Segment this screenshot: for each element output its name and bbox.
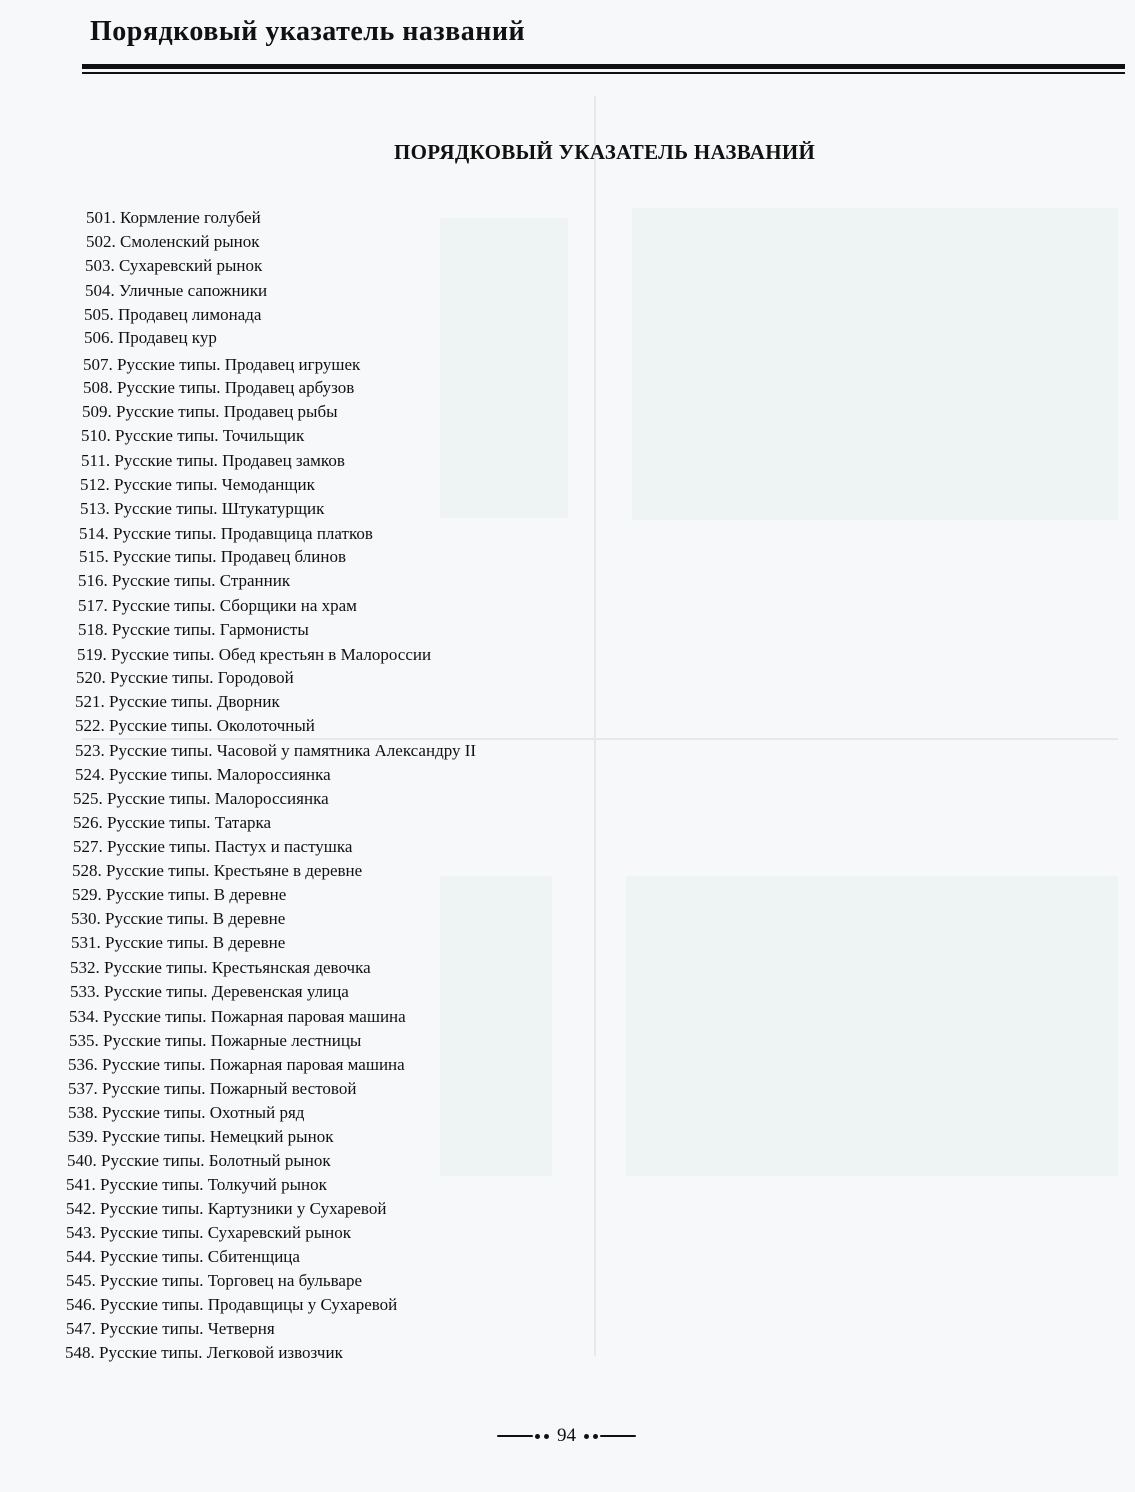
index-entry: 533. Русские типы. Деревенская улица (70, 982, 349, 1001)
index-entry: 547. Русские типы. Четверня (66, 1319, 275, 1338)
index-entry: 520. Русские типы. Городовой (76, 668, 294, 687)
index-entry: 531. Русские типы. В деревне (71, 933, 286, 952)
index-entry: 518. Русские типы. Гармонисты (78, 620, 309, 639)
index-entry: 511. Русские типы. Продавец замков (81, 451, 345, 470)
index-entry: 516. Русские типы. Странник (78, 571, 291, 590)
index-entry: 503. Сухаревский рынок (85, 256, 263, 275)
index-entry: 524. Русские типы. Малороссиянка (75, 765, 331, 784)
running-head: Порядковый указатель названий (90, 16, 526, 47)
index-entry: 548. Русские типы. Легковой извозчик (65, 1343, 343, 1362)
index-entry: 532. Русские типы. Крестьянская девочка (70, 958, 371, 977)
index-entry: 525. Русские типы. Малороссиянка (73, 789, 329, 808)
footer-ornament-right (600, 1435, 636, 1437)
index-entry: 513. Русские типы. Штукатурщик (80, 499, 325, 518)
footer-ornament-left (497, 1435, 533, 1437)
index-entry: 521. Русские типы. Дворник (75, 692, 280, 711)
bleed-through-image-2 (440, 218, 568, 518)
index-entry: 522. Русские типы. Околоточный (75, 716, 315, 735)
index-entry: 526. Русские типы. Татарка (73, 813, 272, 832)
index-entry: 536. Русские типы. Пожарная паровая машина (68, 1055, 405, 1074)
index-entry: 508. Русские типы. Продавец арбузов (83, 378, 355, 397)
index-entry: 506. Продавец кур (84, 328, 217, 347)
index-entry: 527. Русские типы. Пастух и пастушка (73, 837, 353, 856)
page-title: ПОРЯДКОВЫЙ УКАЗАТЕЛЬ НАЗВАНИЙ (394, 140, 816, 164)
bleed-through-rule (82, 738, 1118, 740)
footer-dot (584, 1434, 589, 1439)
page-number: 94 (557, 1425, 576, 1446)
index-entry: 509. Русские типы. Продавец рыбы (82, 402, 338, 421)
index-entry: 543. Русские типы. Сухаревский рынок (66, 1223, 351, 1242)
index-entry: 546. Русские типы. Продавщицы у Сухаревой (66, 1295, 398, 1314)
footer-dot (544, 1434, 549, 1439)
index-entry: 515. Русские типы. Продавец блинов (79, 547, 346, 566)
index-entry: 512. Русские типы. Чемоданщик (80, 475, 315, 494)
index-entry: 534. Русские типы. Пожарная паровая машина (69, 1007, 406, 1026)
index-entry: 504. Уличные сапожники (85, 281, 268, 300)
index-entry: 517. Русские типы. Сборщики на храм (78, 596, 357, 615)
index-entry: 507. Русские типы. Продавец игрушек (83, 355, 361, 374)
index-entry: 528. Русские типы. Крестьяне в деревне (72, 861, 363, 880)
index-entry: 510. Русские типы. Точильщик (81, 426, 305, 445)
footer-dot (535, 1434, 540, 1439)
index-entry: 523. Русские типы. Часовой у памятника Александру II (75, 741, 477, 760)
header-rule-thick (82, 64, 1125, 69)
bleed-through-image-1 (632, 208, 1118, 520)
footer-dot (593, 1434, 598, 1439)
bleed-through-divider (594, 96, 596, 1356)
index-entry: 529. Русские типы. В деревне (72, 885, 287, 904)
index-entry: 541. Русские типы. Толкучий рынок (66, 1175, 327, 1194)
index-entry: 502. Смоленский рынок (86, 232, 260, 251)
index-entry: 538. Русские типы. Охотный ряд (68, 1103, 305, 1122)
index-entry: 514. Русские типы. Продавщица платков (79, 524, 373, 543)
index-entry: 519. Русские типы. Обед крестьян в Малороссии (77, 645, 432, 664)
index-entry: 530. Русские типы. В деревне (71, 909, 286, 928)
index-entry: 542. Русские типы. Картузники у Сухаревой (66, 1199, 387, 1218)
index-entry: 539. Русские типы. Немецкий рынок (68, 1127, 334, 1146)
index-entry: 535. Русские типы. Пожарные лестницы (69, 1031, 362, 1050)
index-entry: 540. Русские типы. Болотный рынок (67, 1151, 331, 1170)
bleed-through-image-4 (440, 876, 552, 1176)
index-entry: 505. Продавец лимонада (84, 305, 262, 324)
index-entry: 544. Русские типы. Сбитенщица (66, 1247, 300, 1266)
header-rule-thin (82, 72, 1125, 74)
index-entry: 545. Русские типы. Торговец на бульваре (66, 1271, 362, 1290)
bleed-through-image-3 (626, 876, 1118, 1176)
index-entry: 537. Русские типы. Пожарный вестовой (68, 1079, 357, 1098)
page-footer (497, 1424, 636, 1448)
index-entry: 501. Кормление голубей (86, 208, 261, 227)
